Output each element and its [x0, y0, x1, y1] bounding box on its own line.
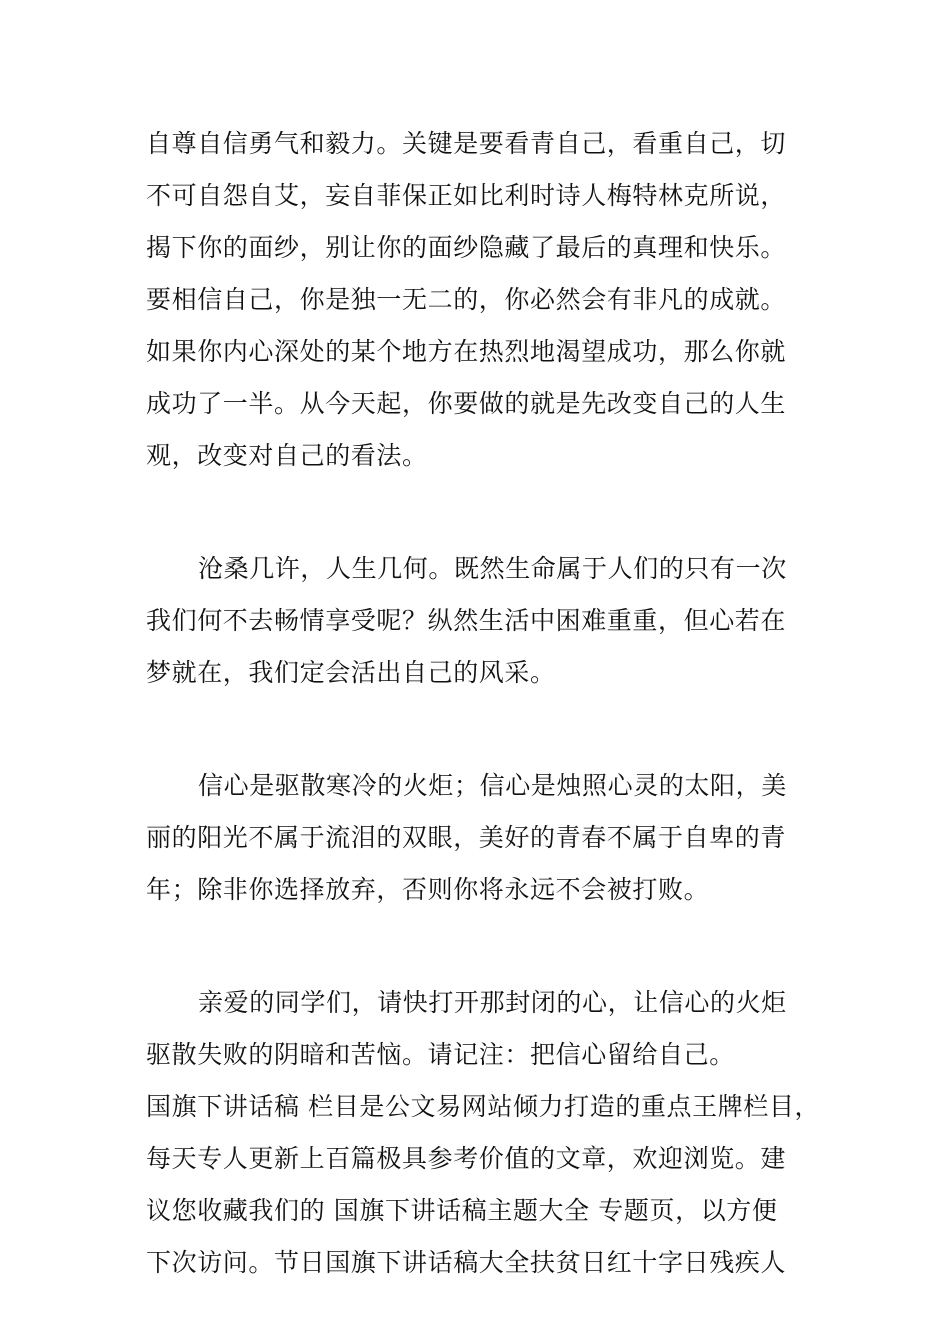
paragraph-2: [146, 543, 826, 699]
site-footer-note: [146, 1081, 826, 1289]
text-line: 信心是驱散寒冷的火炬；信心是烛照心灵的太阳，美: [198, 771, 787, 800]
text-line: 要相信自己，你是独一无二的，你必然会有非凡的成就。: [146, 285, 787, 314]
paragraph-spacer: [146, 916, 826, 977]
text-line: 梦就在，我们定会活出自己的风采。: [146, 658, 556, 687]
footer-line: 每天专人更新上百篇极具参考价值的文章，欢迎浏览。建: [146, 1144, 787, 1173]
paragraph-spacer: [146, 482, 826, 543]
text-line: 驱散失败的阴暗和苦恼。请记注：把信心留给自己。: [146, 1040, 735, 1069]
text-line: 成功了一半。从今天起，你要做的就是先改变自己的人生: [146, 389, 787, 418]
footer-line: 下次访问。节日国旗下讲话稿大全扶贫日红十字日残疾人: [146, 1248, 787, 1277]
text-line: 丽的阳光不属于流泪的双眼，美好的青春不属于自卑的青: [146, 823, 787, 852]
text-line: 我们何不去畅情享受呢？纵然生活中困难重重，但心若在: [146, 606, 787, 635]
text-line: 如果你内心深处的某个地方在热烈地渴望成功，那么你就: [146, 337, 787, 366]
text-line: 不可自怨自艾，妄自菲保正如比利时诗人梅特林克所说，: [146, 181, 787, 210]
paragraph-3: [146, 760, 826, 916]
paragraph-1: [146, 118, 826, 482]
footer-line: 议您收藏我们的 国旗下讲话稿主题大全 专题页，以方便: [146, 1196, 778, 1225]
document-body: [146, 118, 826, 1289]
text-line: 观，改变对自己的看法。: [146, 441, 428, 470]
text-line: 揭下你的面纱，别让你的面纱隐藏了最后的真理和快乐。: [146, 233, 787, 262]
paragraph-4: [146, 977, 826, 1081]
paragraph-spacer: [146, 699, 826, 760]
text-line: 年；除非你选择放弃，否则你将永远不会被打败。: [146, 875, 710, 904]
text-line: 沧桑几许，人生几何。既然生命属于人们的只有一次: [198, 554, 787, 583]
footer-line: 国旗下讲话稿 栏目是公文易网站倾力打造的重点王牌栏目，: [146, 1092, 821, 1121]
text-line: 自尊自信勇气和毅力。关键是要看青自己，看重自己，切: [146, 129, 787, 158]
text-line: 亲爱的同学们，请快打开那封闭的心，让信心的火炬: [198, 988, 787, 1017]
